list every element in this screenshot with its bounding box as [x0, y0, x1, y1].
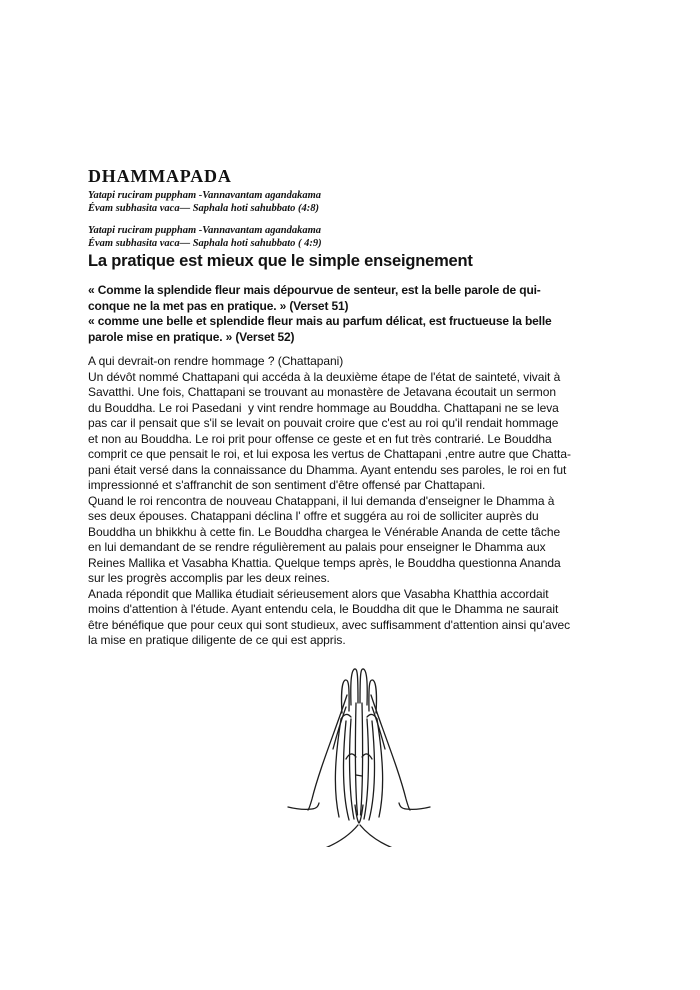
pali-stanza-1	[88, 189, 618, 215]
text-line: être bénéfique que pour ceux qui sont studieux, avec suffisamment d'attention ainsi qu'avec	[88, 617, 571, 632]
text-line: impressionné et s'affranchit de son sentiment d'être offensé par Chattapani.	[88, 478, 486, 492]
text-line: sur les progrès accomplis par les deux reines.	[88, 571, 330, 585]
story-text	[88, 354, 618, 649]
text-line: Évam subhasita vaca— Saphala hoti sahubbato (4:8)	[88, 203, 320, 214]
text-line: « comme une belle et splendide fleur mais au parfum délicat, est fructueuse la belle	[88, 314, 552, 328]
pali-stanza-2	[88, 224, 618, 250]
text-line: Quand le roi rencontra de nouveau Chatappani, il lui demanda d'enseigner le Dhamma à	[88, 493, 555, 508]
text-line: pani était versé dans la connaissance du Dhamma. Ayant entendu ses paroles, le roi en fut	[88, 462, 567, 477]
text-line: pas car il pensait que s'il se levait on pouvait croire que c'est au roi qu'il rendait hommage	[88, 416, 559, 430]
text-line: Savatthi. Une fois, Chattapani se trouvant au monastère de Jetavana écoutait un sermon	[88, 385, 556, 399]
praying-hands-icon	[286, 657, 432, 847]
text-line: en lui demandant de se rendre régulièrement au palais pour enseigner le Dhamma aux	[88, 540, 546, 554]
text-column	[88, 166, 618, 852]
text-line: Yatapi ruciram puppham -Vannavantam agandakama	[88, 190, 321, 201]
text-line: du Bouddha. Le roi Pasedani y vint rendre hommage au Bouddha. Chattapani ne se leva	[88, 400, 559, 415]
text-line: moins d'attention à l'étude. Ayant entendu cela, le Bouddha dit que le Dhamma ne saurait	[88, 602, 559, 616]
text-line: conque ne la met pas en pratique. » (Verset 51)	[88, 298, 349, 313]
text-line: et non au Bouddha. Le roi prit pour offense ce geste et en fut très contrarié. Le Bouddha	[88, 431, 552, 446]
text-line: parole mise en pratique. » (Verset 52)	[88, 329, 295, 344]
text-line: Reines Mallika et Vasabha Khattia. Quelque temps après, le Bouddha questionna Ananda	[88, 555, 561, 570]
praying-hands-illustration	[88, 657, 618, 852]
text-line: Évam subhasita vaca— Saphala hoti sahubbato ( 4:9)	[88, 238, 322, 249]
text-line: comprit ce que pensait le roi, et lui exposa les vertus de Chattapani ,entre autre que Chatta-	[88, 447, 571, 461]
text-line: A qui devrait-on rendre hommage ? (Chattapani)	[88, 354, 344, 368]
text-line: Bouddha un bhikkhu à cette fin. Le Bouddha chargea le Vénérable Ananda de cette tâche	[88, 524, 561, 539]
text-line: la mise en pratique diligente de ce qui est appris.	[88, 633, 346, 647]
text-line: Un dévôt nommé Chattapani qui accéda à la deuxième étape de l'état de sainteté, vivait à	[88, 369, 561, 384]
text-line: « Comme la splendide fleur mais dépourvue de senteur, est la belle parole de qui-	[88, 283, 541, 297]
section-heading: La pratique est mieux que le simple enseignement	[88, 252, 473, 270]
page-title: DHAMMAPADA	[88, 166, 232, 186]
text-line: Anada répondit que Mallika étudiait sérieusement alors que Vasabha Khatthia accordait	[88, 586, 549, 601]
text-line: ses deux épouses. Chatappani déclina l' offre et suggéra au roi de solliciter auprès du	[88, 509, 539, 523]
text-line: Yatapi ruciram puppham -Vannavantam agandakama	[88, 225, 321, 236]
verse-quotes	[88, 283, 618, 345]
